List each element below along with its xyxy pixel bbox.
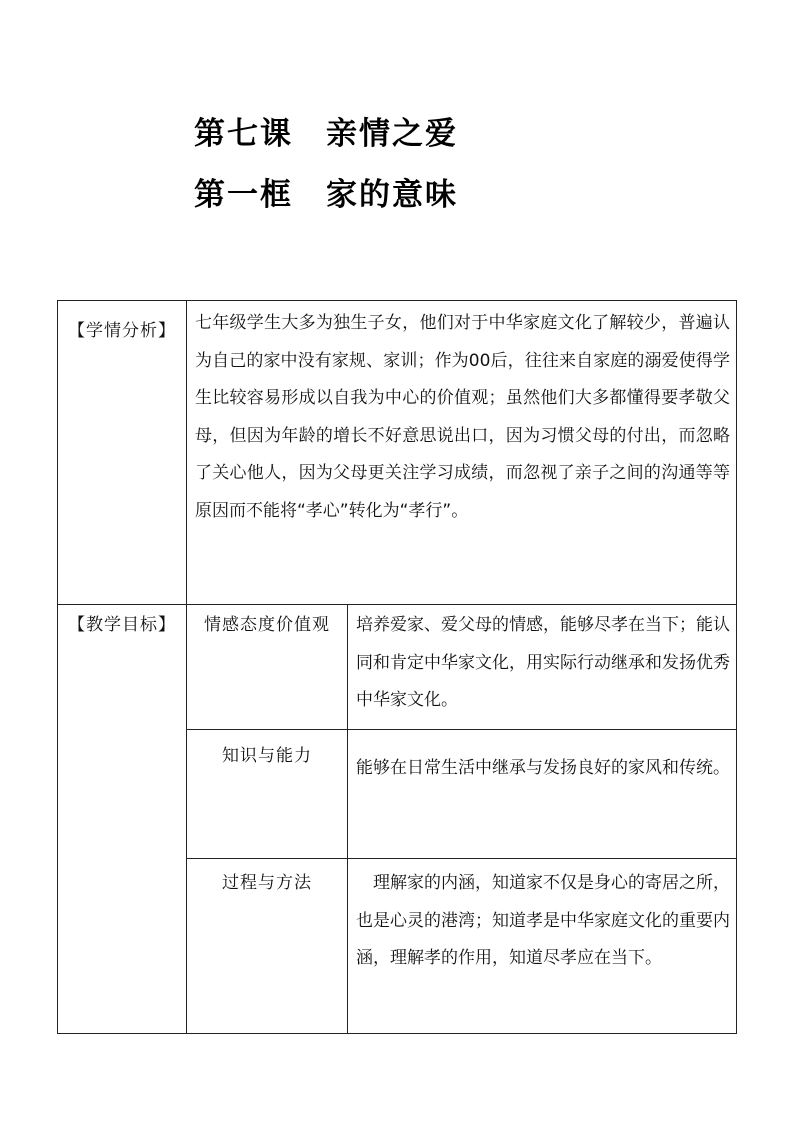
analysis-label: 【学情分析】: [58, 301, 187, 605]
goal-text: 能够在日常生活中继承与发扬良好的家风和传统。: [348, 730, 737, 859]
lesson-title: 第七课 亲情之爱: [194, 116, 458, 152]
goals-label: 【教学目标】: [58, 605, 187, 1034]
goal-text: 理解家的内涵，知道家不仅是身心的寄居之所，也是心灵的港湾；知道孝是中华家庭文化的重要内涵，理解孝的作用，知道尽孝应在当下。: [348, 859, 737, 1034]
section-title: 第一框 家的意味: [194, 177, 458, 213]
goal-row: [58, 605, 737, 730]
goal-name: 过程与方法: [187, 859, 348, 1034]
analysis-row: [58, 301, 737, 605]
goal-name: 知识与能力: [187, 730, 348, 859]
lesson-plan-table: [57, 300, 737, 1034]
goal-name: 情感态度价值观: [187, 605, 348, 730]
analysis-text: 七年级学生大多为独生子女，他们对于中华家庭文化了解较少，普遍认为自己的家中没有家规、家训；作为00后，往往来自家庭的溺爱使得学生比较容易形成以自我为中心的价值观；虽然他们大多都懂得要孝敬父母，但因为年龄的增长不好意思说出口，因为习惯父母的付出，而忽略了关心他人，因为父母更关注学习成绩，而忽视了亲子之间的沟通等等原因而不能将“孝心”转化为“孝行”。: [187, 301, 737, 605]
goal-text: 培养爱家、爱父母的情感，能够尽孝在当下；能认同和肯定中华家文化，用实际行动继承和发扬优秀中华家文化。: [348, 605, 737, 730]
